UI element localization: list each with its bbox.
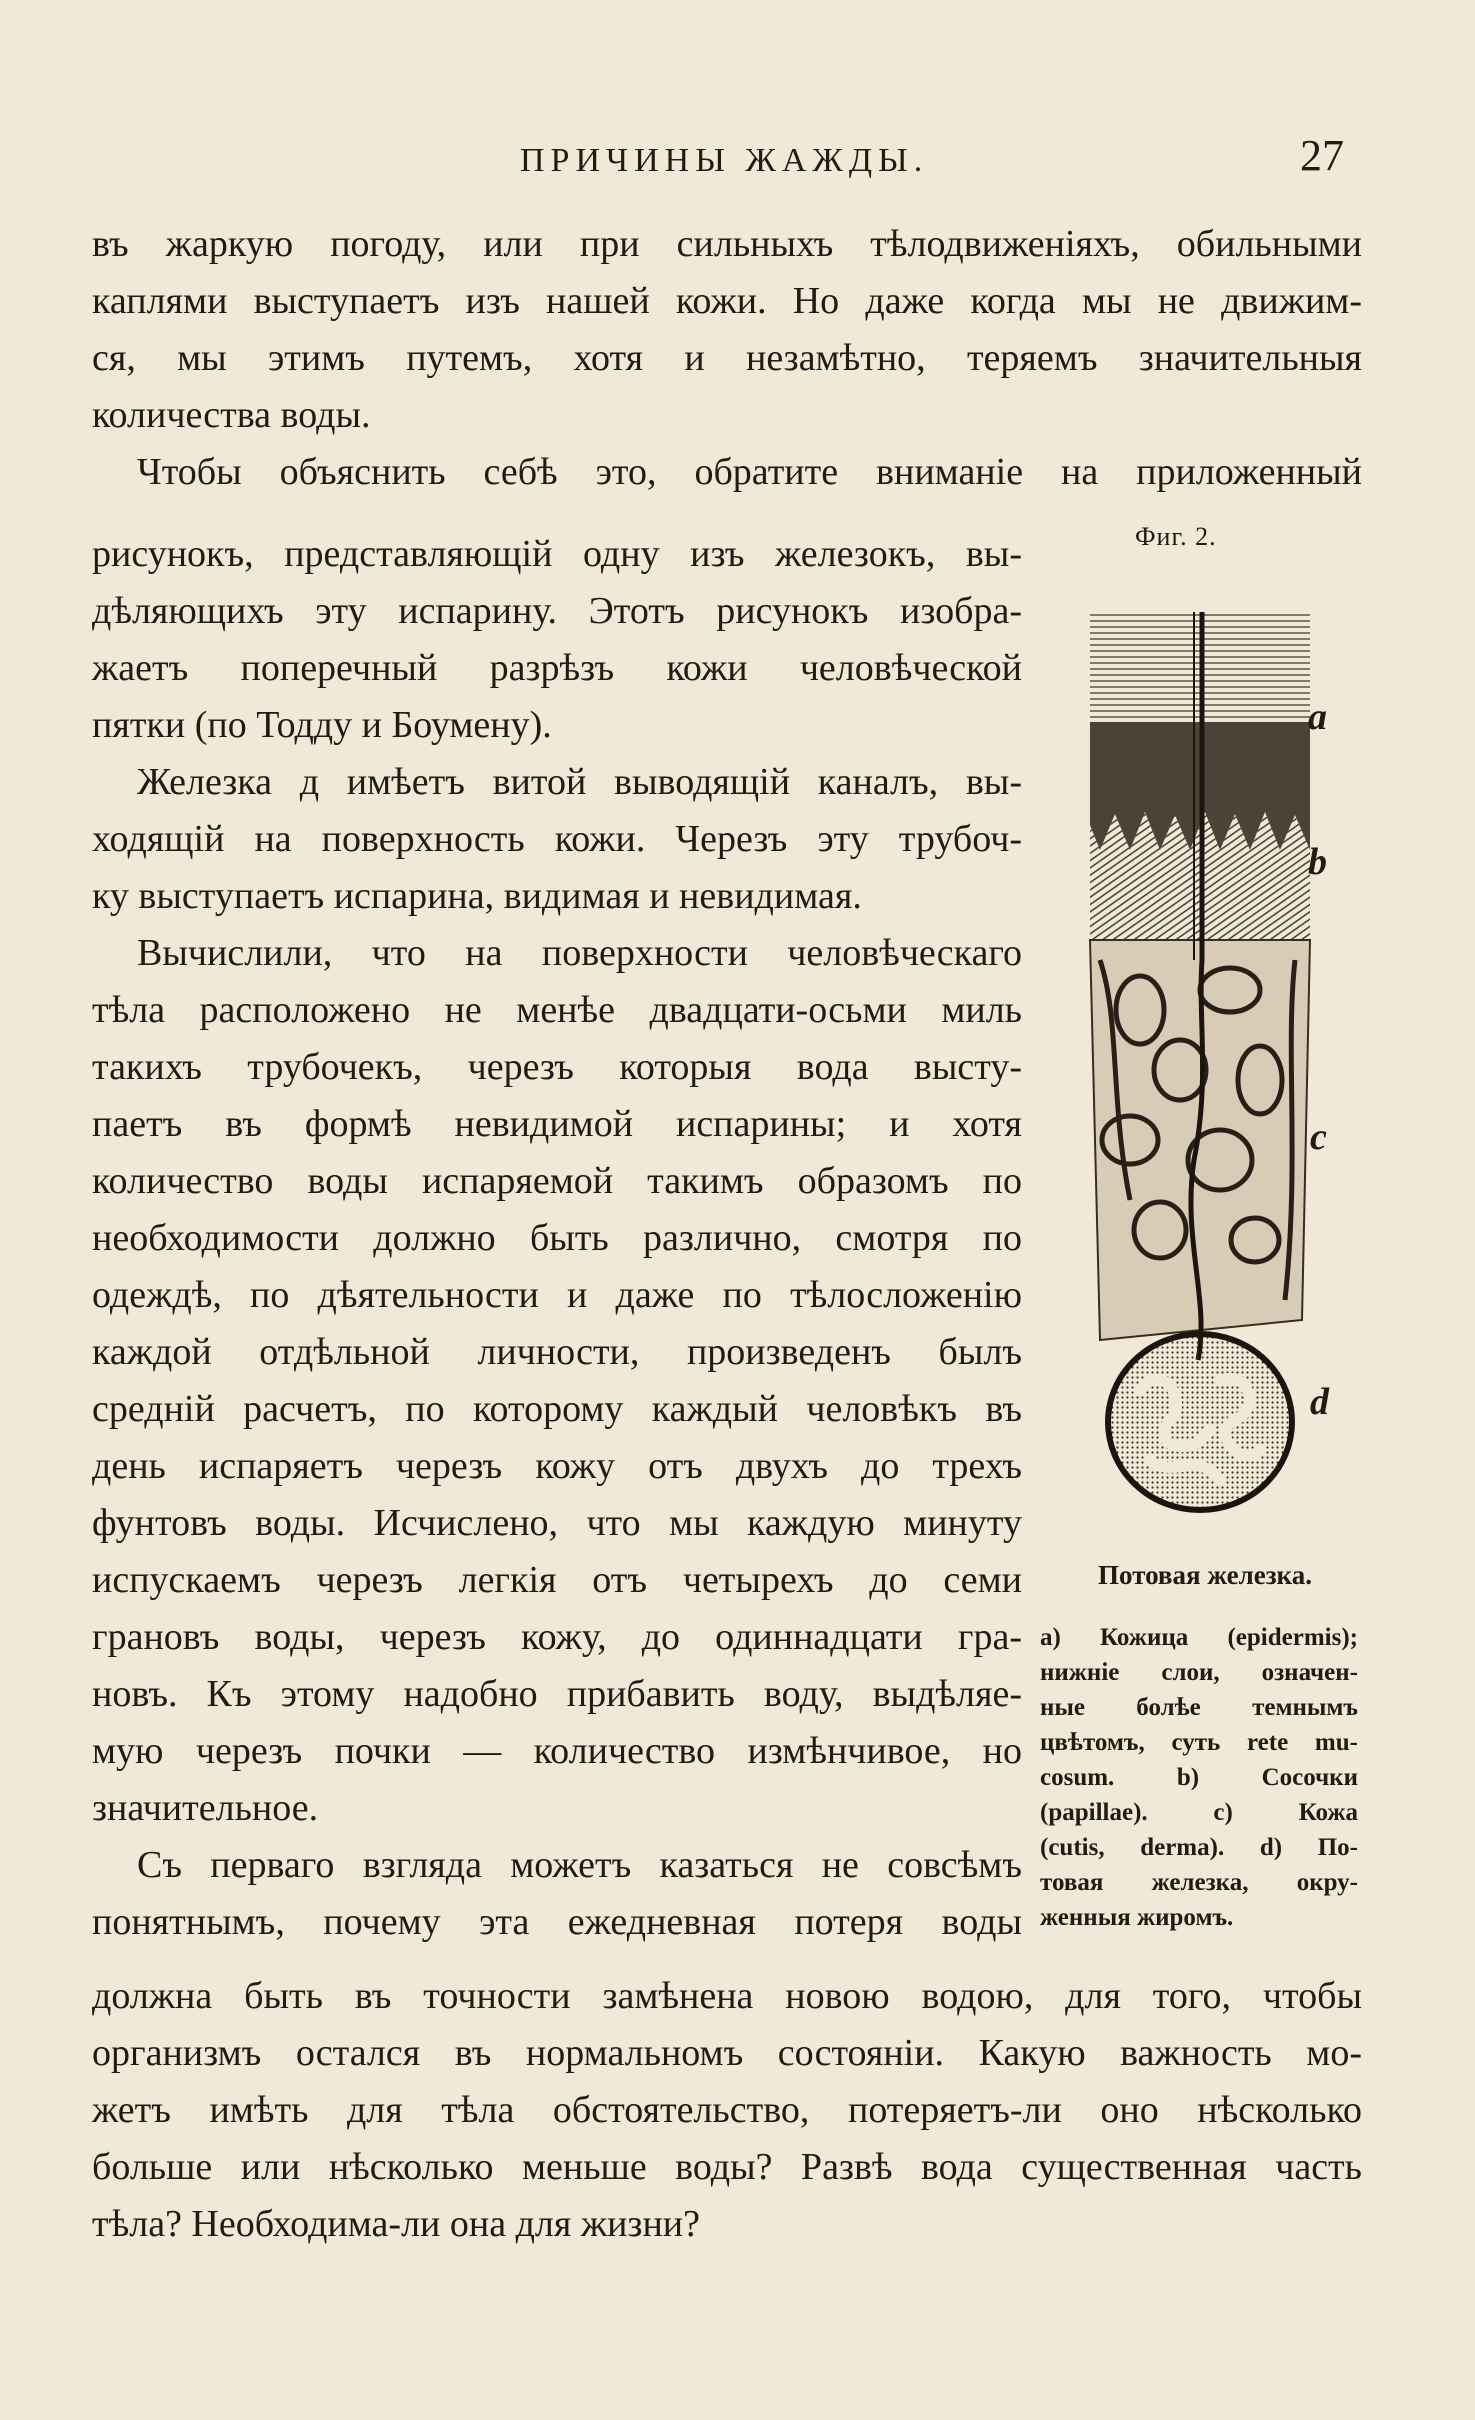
text-line: каждой отдѣльной личности, произведенъ былъ xyxy=(92,1331,1022,1373)
text-line: тѣла? Необходима-ли она для жизни? xyxy=(92,2203,700,2245)
text-line: средній расчетъ, по которому каждый человѣкъ въ xyxy=(92,1388,1022,1430)
figure-letter-d: d xyxy=(1310,1381,1329,1423)
text-line: необходимости должно быть различно, смотря по xyxy=(92,1217,1022,1259)
text-line: мую черезъ почки — количество измѣнчивое, но xyxy=(92,1730,1022,1772)
text-line: Съ перваго взгляда можетъ казаться не совсѣмъ xyxy=(137,1844,1022,1886)
text-line: такихъ трубочекъ, черезъ которыя вода высту- xyxy=(92,1046,1022,1088)
text-line: количества воды. xyxy=(92,394,371,436)
text-line: Вычислили, что на поверхности человѣческаго xyxy=(137,932,1022,974)
running-title: ПРИЧИНЫ ЖАЖДЫ. xyxy=(520,142,929,179)
legend-line: (cutis, derma). d) По- xyxy=(1040,1834,1358,1861)
legend-line: цвѣтомъ, суть rete mu- xyxy=(1040,1729,1358,1756)
sweat-gland-illustration xyxy=(1070,600,1330,1530)
legend-line: (papillae). c) Кожа xyxy=(1040,1799,1358,1826)
text-line: Чтобы объяснить себѣ это, обратите вниманіе на приложенный xyxy=(137,451,1362,493)
text-line: паетъ въ формѣ невидимой испарины; и хотя xyxy=(92,1103,1022,1145)
text-line: пятки (по Тодду и Боумену). xyxy=(92,704,552,746)
sweat-gland xyxy=(1108,1334,1292,1510)
text-line: въ жаркую погоду, или при сильныхъ тѣлодвиженіяхъ, обильными xyxy=(92,223,1362,265)
text-line: новъ. Къ этому надобно прибавить воду, выдѣляе- xyxy=(92,1673,1022,1715)
text-line: грановъ воды, черезъ кожу, до одиннадцати гра- xyxy=(92,1616,1022,1658)
legend-line: нижніе слои, означен- xyxy=(1040,1659,1358,1686)
paragraph-5 xyxy=(92,1968,1362,2253)
text-line: одеждѣ, по дѣятельности и даже по тѣлосложенію xyxy=(92,1274,1022,1316)
text-line: понятнымъ, почему эта ежедневная потеря воды xyxy=(92,1901,1022,1943)
text-line: жетъ имѣть для тѣла обстоятельство, потеряетъ-ли оно нѣсколько xyxy=(92,2089,1362,2131)
text-line: ся, мы этимъ путемъ, хотя и незамѣтно, теряемъ значительныя xyxy=(92,337,1362,379)
legend-line: a) Кожица (epidermis); xyxy=(1040,1624,1358,1651)
text-line: жаетъ поперечный разрѣзъ кожи человѣческой xyxy=(92,647,1022,689)
figure-letter-c: c xyxy=(1310,1116,1327,1158)
text-line: дѣляющихъ эту испарину. Этотъ рисунокъ изобра- xyxy=(92,590,1022,632)
text-line: рисунокъ, представляющій одну изъ железокъ, вы- xyxy=(92,533,1022,575)
page-number: 27 xyxy=(1300,131,1344,180)
figure-letter-b: b xyxy=(1308,841,1327,883)
figure-legend xyxy=(1040,1620,1358,1935)
figure-label: Фиг. 2. xyxy=(1135,522,1217,551)
page-header xyxy=(0,128,1475,188)
paragraph-1 xyxy=(92,216,1362,501)
text-line: фунтовъ воды. Исчислено, что мы каждую минуту xyxy=(92,1502,1022,1544)
figure-title: Потовая железка. xyxy=(1098,1560,1312,1590)
legend-line: женныя жиромъ. xyxy=(1040,1904,1234,1931)
narrow-column xyxy=(92,526,1022,1951)
text-line: каплями выступаетъ изъ нашей кожи. Но даже когда мы не движим- xyxy=(92,280,1362,322)
figure-letter-a: a xyxy=(1308,696,1327,738)
legend-line: товая железка, окру- xyxy=(1040,1869,1358,1896)
text-line: день испаряетъ черезъ кожу отъ двухъ до трехъ xyxy=(92,1445,1022,1487)
text-line: должна быть въ точности замѣнена новою водою, для того, чтобы xyxy=(92,1975,1362,2017)
text-line: Железка д имѣетъ витой выводящій каналъ, вы- xyxy=(137,761,1022,803)
text-line: значительное. xyxy=(92,1787,319,1829)
text-line: ку выступаетъ испарина, видимая и невидимая. xyxy=(92,875,862,917)
legend-line: cosum. b) Сосочки xyxy=(1040,1764,1358,1791)
text-line: организмъ остался въ нормальномъ состояніи. Какую важность мо- xyxy=(92,2032,1362,2074)
skin-cross-section-drawing xyxy=(1070,600,1330,1530)
text-line: тѣла расположено не менѣе двадцати-осьми миль xyxy=(92,989,1022,1031)
text-line: ходящій на поверхность кожи. Черезъ эту трубоч- xyxy=(92,818,1022,860)
text-line: количество воды испаряемой такимъ образомъ по xyxy=(92,1160,1022,1202)
text-line: больше или нѣсколько меньше воды? Развѣ вода существенная часть xyxy=(92,2146,1362,2188)
text-line: испускаемъ черезъ легкія отъ четырехъ до семи xyxy=(92,1559,1022,1601)
legend-line: ные болѣе темнымъ xyxy=(1040,1694,1358,1721)
